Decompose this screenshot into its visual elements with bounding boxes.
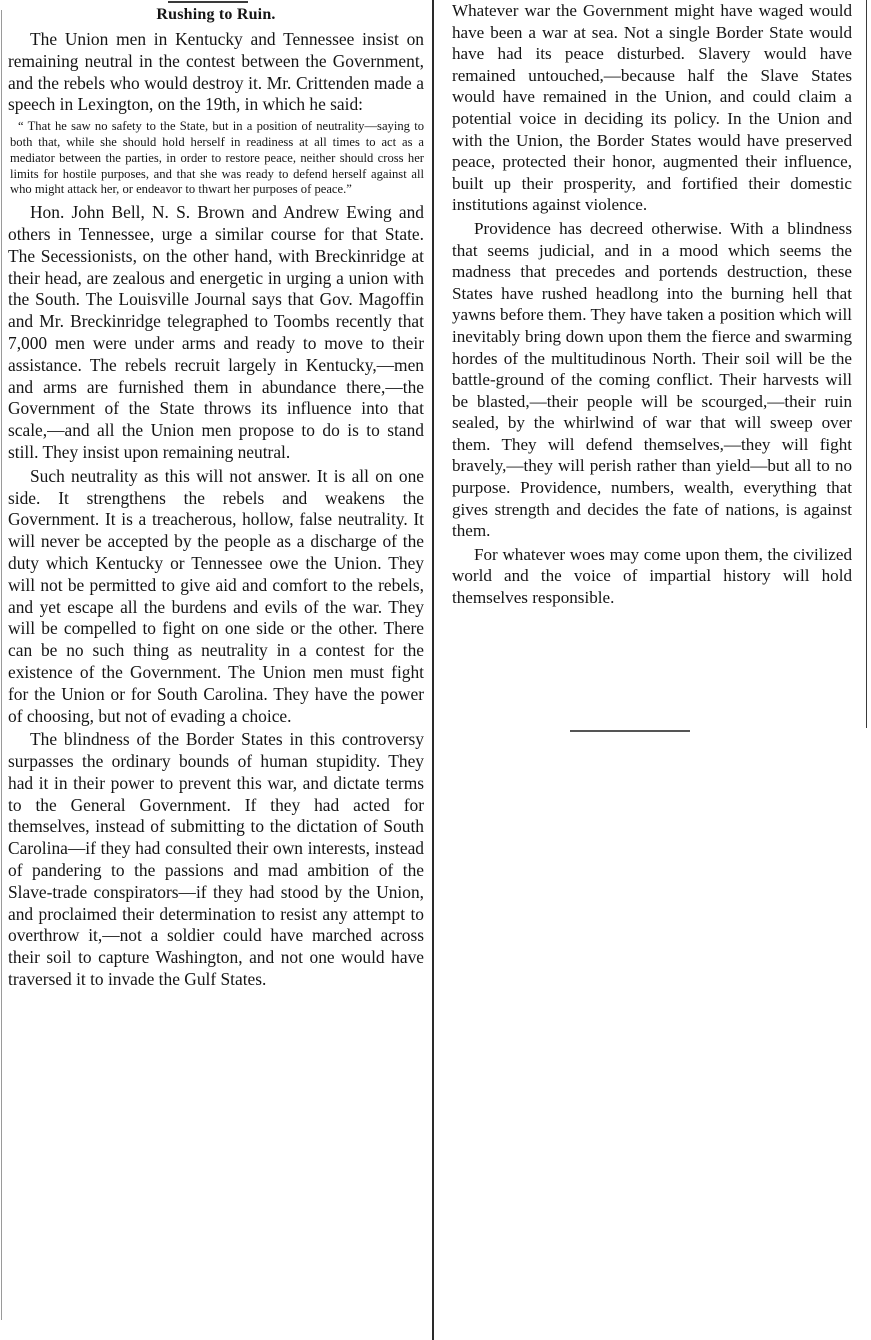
paragraph-2: Hon. John Bell, N. S. Brown and Andrew Ewing and others in Tennessee, urge a similar course for that State. The Secessionists, on the other hand, with Breckinridge at their head, are zealous and energetic in urging a union with the South. The Louisville Journal says that Gov. Magoffin and Mr. Breckinridge telegraphed to Toombs recently that 7,000 men were under arms and ready to move to their assistance. The rebels recruit largely in Kentucky,—men and arms are furnished them in abundance there,—the Government of the State throws its influence into that scale,—and all the Union men propose to do is to stand still. They insist upon remaining neutral. xyxy=(8,202,424,462)
paragraph-3: Such neutrality as this will not answer. It is all on one side. It strengthens the rebels and weakens the Government. It is a treacherous, hollow, false neutrality. It will never be accepted by the people as a discharge of the duty which Kentucky or Tennessee owe the Union. They will not be permitted to give aid and comfort to the rebels, and yet escape all the burdens and evils of the war. They will be compelled to fight on one side or the other. There can be no such thing as neutrality in a contest for the existence of the Government. The Union men must fight for the Union or for South Carolina. They have the power of choosing, but not of evading a choice. xyxy=(8,465,424,726)
paragraph-5: Whatever war the Government might have waged would have been a war at sea. Not a single Border State would have had its peace disturbed. Slavery would have remained untouched,—because half the Slave States would have remained in the Union, and could claim a potential voice in deciding its policy. In the Union and with the Union, the Border States would have preserved peace, protected their honor, augmented their influence, built up their prosperity, and fortified their domestic institutions against violence. xyxy=(452,1,852,215)
paragraph-1: The Union men in Kentucky and Tennessee insist on remaining neutral in the contest between the Government, and the rebels who would destroy it. Mr. Crittenden made a speech in Lexington, on the 19th, in which he said: xyxy=(8,29,424,115)
paragraph-6: Providence has decreed otherwise. With a blindness that seems judicial, and in a mood which seems the madness that precedes and portends destruction, these States have rushed headlong into the burning hell that yawns before them. They have taken a position which will inevitably bring down upon them the fierce and swarming hordes of the multitudinous North. Their soil will be the battle-ground of the coming conflict. Their harvests will be blasted,—their people will be scourged,—their ruin sealed, by the whirlwind of war that will sweep over them. They will defend themselves,—they will fight bravely,—they will perish rather than yield—but all to no purpose. Providence, numbers, wealth, everything that gives strength and decides the fate of nations, is against them. xyxy=(452,218,852,541)
column-left xyxy=(8,0,424,993)
article-headline: Rushing to Ruin. xyxy=(156,6,276,23)
column-right xyxy=(452,0,852,611)
paragraph-7: For whatever woes may come upon them, the civilized world and the voice of impartial history will hold themselves responsible. xyxy=(452,544,852,608)
left-border-rule xyxy=(1,10,2,1320)
column-divider xyxy=(432,0,434,1340)
quotation: “ That he saw no safety to the State, but in a position of neutrality—saying to both that, while she should hold herself in readiness at all times to act as a mediator between the parties, in order to restore peace, neither should cross her limits for hostile purposes, and that she was ready to defend herself against all who might attack her, or endeavor to thwart her purposes of peace.” xyxy=(10,119,424,197)
paragraph-4: The blindness of the Border States in this controversy surpasses the ordinary bounds of human stupidity. They had it in their power to prevent this war, and dictate terms to the General Government. If they had acted for themselves, instead of submitting to the dictation of South Carolina—if they had consulted their own interests, instead of pandering to the passions and mad ambition of the Slave-trade conspirators—if they had stood by the Union, and proclaimed their determination to resist any attempt to overthrow it,—not a soldier could have marched across their soil to capture Washington, and not one would have traversed it to invade the Gulf States. xyxy=(8,729,424,990)
end-rule xyxy=(570,730,690,732)
right-border-rule xyxy=(866,0,867,728)
